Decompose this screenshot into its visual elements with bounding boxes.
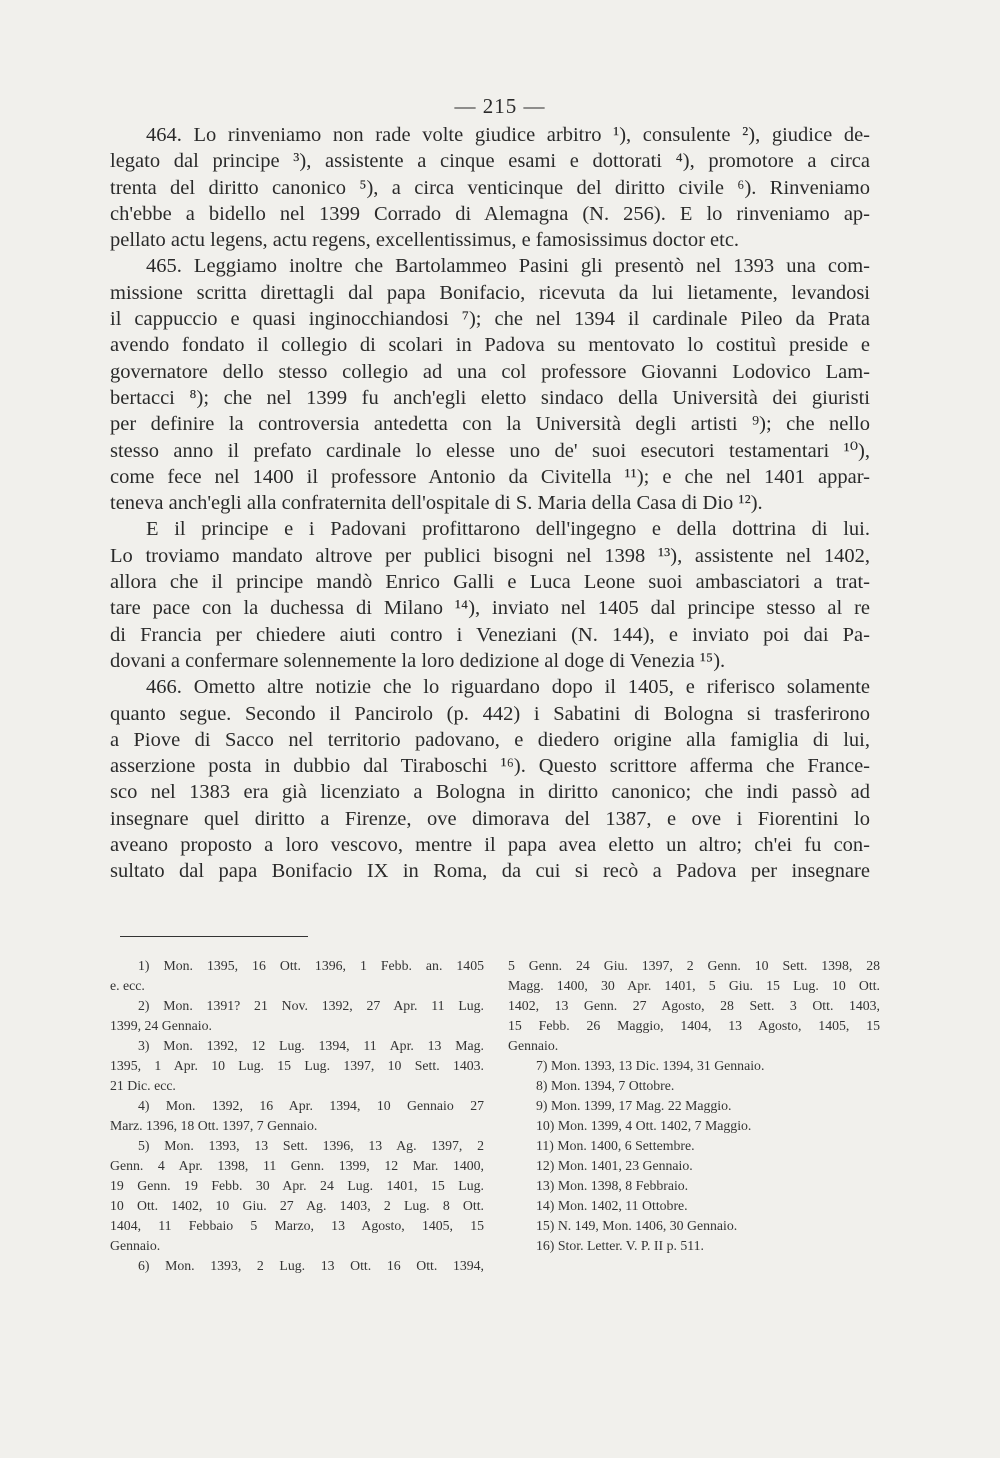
footnote-line: 6) Mon. 1393, 2 Lug. 13 Ott. 16 Ott. 1394, bbox=[138, 1258, 484, 1273]
body-line: allora che il principe mandò Enrico Galli e Luca Leone suoi ambasciatori a trat- bbox=[110, 571, 870, 594]
body-line: asserzione posta in dubbio dal Tiraboschi ¹⁶). Questo scrittore afferma che France- bbox=[110, 755, 870, 778]
footnotes-right-column bbox=[508, 956, 880, 1256]
footnote-line: 15 Febb. 26 Maggio, 1404, 13 Agosto, 1405, 15 bbox=[508, 1018, 880, 1033]
footnote-line: 15) N. 149, Mon. 1406, 30 Gennaio. bbox=[536, 1218, 738, 1233]
footnote-line: 9) Mon. 1399, 17 Mag. 22 Maggio. bbox=[536, 1098, 732, 1113]
footnote-line: 5 Genn. 24 Giu. 1397, 2 Genn. 10 Sett. 1398, 28 bbox=[508, 958, 880, 973]
footnote-line: 19 Genn. 19 Febb. 30 Apr. 24 Lug. 1401, 15 Lug. bbox=[110, 1178, 484, 1193]
body-line: sultato dal papa Bonifacio IX in Roma, da cui si recò a Padova per insegnare bbox=[110, 860, 870, 883]
body-line: 466. Ometto altre notizie che lo riguardano dopo il 1405, e riferisco solamente bbox=[146, 676, 870, 699]
footnote-line: 1) Mon. 1395, 16 Ott. 1396, 1 Febb. an. 1405 bbox=[138, 958, 484, 973]
footnote-line: 10 Ott. 1402, 10 Giu. 27 Ag. 1403, 2 Lug. 8 Ott. bbox=[110, 1198, 484, 1213]
footnote-line: 5) Mon. 1393, 13 Sett. 1396, 13 Ag. 1397, 2 bbox=[138, 1138, 484, 1153]
footnote-line: 10) Mon. 1399, 4 Ott. 1402, 7 Maggio. bbox=[536, 1118, 752, 1133]
footnote-line: Magg. 1400, 30 Apr. 1401, 5 Giu. 15 Lug. 10 Ott. bbox=[508, 978, 880, 993]
body-line: trenta del diritto canonico ⁵), a circa venticinque del diritto civile ⁶). Rinveniamo bbox=[110, 176, 870, 199]
body-line: di Francia per chiedere aiuti contro i Veneziani (N. 144), e inviato poi dai Pa- bbox=[110, 623, 870, 646]
body-line: teneva anch'egli alla confraternita dell'ospitale di S. Maria della Casa di Dio ¹²). bbox=[110, 492, 763, 515]
footnote-line: Genn. 4 Apr. 1398, 11 Genn. 1399, 12 Mar. 1400, bbox=[110, 1158, 484, 1173]
footnote-divider bbox=[120, 936, 308, 937]
footnote-line: Gennaio. bbox=[508, 1038, 559, 1053]
footnote-line: 4) Mon. 1392, 16 Apr. 1394, 10 Gennaio 27 bbox=[138, 1098, 484, 1113]
body-line: tare pace con la duchessa di Milano ¹⁴), inviato nel 1405 dal principe stesso al re bbox=[110, 597, 870, 620]
page-number: — 215 — bbox=[454, 94, 546, 118]
body-line: per definire la controversia antedetta con la Università degli artisti ⁹); che nello bbox=[110, 413, 870, 436]
body-line: 465. Leggiamo inoltre che Bartolammeo Pasini gli presentò nel 1393 una com- bbox=[146, 255, 870, 278]
body-line: aveano proposto a loro vescovo, mentre il papa avea eletto un altro; ch'ei fu con- bbox=[110, 834, 870, 857]
footnote-line: Marz. 1396, 18 Ott. 1397, 7 Gennaio. bbox=[110, 1118, 318, 1133]
body-line: legato dal principe ³), assistente a cinque esami e dottorati ⁴), promotore a circa bbox=[110, 150, 870, 173]
footnote-line: 1402, 13 Genn. 27 Agosto, 28 Sett. 3 Ott. 1403, bbox=[508, 998, 880, 1013]
footnote-line: 21 Dic. ecc. bbox=[110, 1078, 176, 1093]
body-line: quanto segue. Secondo il Pancirolo (p. 442) i Sabatini di Bologna si trasferirono bbox=[110, 702, 870, 725]
body-line: 464. Lo rinveniamo non rade volte giudice arbitro ¹), consulente ²), giudice de- bbox=[146, 124, 870, 146]
footnote-line: 7) Mon. 1393, 13 Dic. 1394, 31 Gennaio. bbox=[536, 1058, 765, 1073]
footnote-line: 11) Mon. 1400, 6 Settembre. bbox=[536, 1138, 695, 1153]
body-line: stesso anno il prefato cardinale lo elesse uno de' suoi esecutori testamentari ¹⁰), bbox=[110, 439, 870, 462]
body-line: bertacci ⁸); che nel 1399 fu anch'egli eletto sindaco della Università dei giuristi bbox=[110, 386, 870, 409]
body-line: avendo fondato il collegio di scolari in Padova su mentovato lo costituì preside e bbox=[110, 334, 870, 357]
footnote-line: 1399, 24 Gennaio. bbox=[110, 1018, 212, 1033]
body-line: insegnare quel diritto a Firenze, ove dimorava del 1387, e ove i Fiorentini lo bbox=[110, 807, 870, 830]
body-text bbox=[110, 122, 870, 885]
footnote-line: 3) Mon. 1392, 12 Lug. 1394, 11 Apr. 13 Mag. bbox=[138, 1038, 484, 1053]
body-line: E il principe e i Padovani profittarono dell'ingegno e della dottrina di lui. bbox=[146, 518, 870, 541]
footnote-line: Gennaio. bbox=[110, 1238, 161, 1253]
footnote-line: 1404, 11 Febbaio 5 Marzo, 13 Agosto, 1405, 15 bbox=[110, 1218, 484, 1233]
body-line: a Piove di Sacco nel territorio padovano, e diedero origine alla famiglia di lui, bbox=[110, 728, 870, 751]
footnote-line: 14) Mon. 1402, 11 Ottobre. bbox=[536, 1198, 688, 1213]
footnotes-left-column bbox=[110, 956, 484, 1276]
footnote-line: 8) Mon. 1394, 7 Ottobre. bbox=[536, 1078, 675, 1093]
body-line: ch'ebbe a bidello nel 1399 Corrado di Alemagna (N. 256). E lo rinveniamo ap- bbox=[110, 202, 870, 225]
body-line: il cappuccio e quasi inginocchiandosi ⁷); che nel 1394 il cardinale Pileo da Prata bbox=[110, 308, 870, 331]
footnote-line: e. ecc. bbox=[110, 978, 145, 993]
body-line: Lo troviamo mandato altrove per publici bisogni nel 1398 ¹³), assistente nel 1402, bbox=[110, 544, 870, 567]
footnote-line: 12) Mon. 1401, 23 Gennaio. bbox=[536, 1158, 693, 1173]
footnote-line: 1395, 1 Apr. 10 Lug. 15 Lug. 1397, 10 Sett. 1403. bbox=[110, 1058, 484, 1073]
body-line: dovani a confermare solennemente la loro dedizione al doge di Venezia ¹⁵). bbox=[110, 649, 726, 672]
body-line: come fece nel 1400 il professore Antonio da Civitella ¹¹); e che nel 1401 appar- bbox=[110, 465, 870, 488]
body-line: sco nel 1383 era già licenziato a Bologna in diritto canonico; che indi passò ad bbox=[110, 781, 870, 804]
body-line: missione scritta direttagli dal papa Bonifacio, ricevuta da lui lietamente, levandosi bbox=[110, 281, 870, 304]
footnote-line: 13) Mon. 1398, 8 Febbraio. bbox=[536, 1178, 689, 1193]
footnote-line: 2) Mon. 1391? 21 Nov. 1392, 27 Apr. 11 Lug. bbox=[138, 998, 484, 1013]
body-line: governatore dello stesso collegio ad una col professore Giovanni Lodovico Lam- bbox=[110, 360, 870, 383]
body-line: pellato actu legens, actu regens, excellentissimus, e famosissimus doctor etc. bbox=[110, 229, 740, 252]
footnote-line: 16) Stor. Letter. V. P. II p. 511. bbox=[536, 1238, 704, 1253]
